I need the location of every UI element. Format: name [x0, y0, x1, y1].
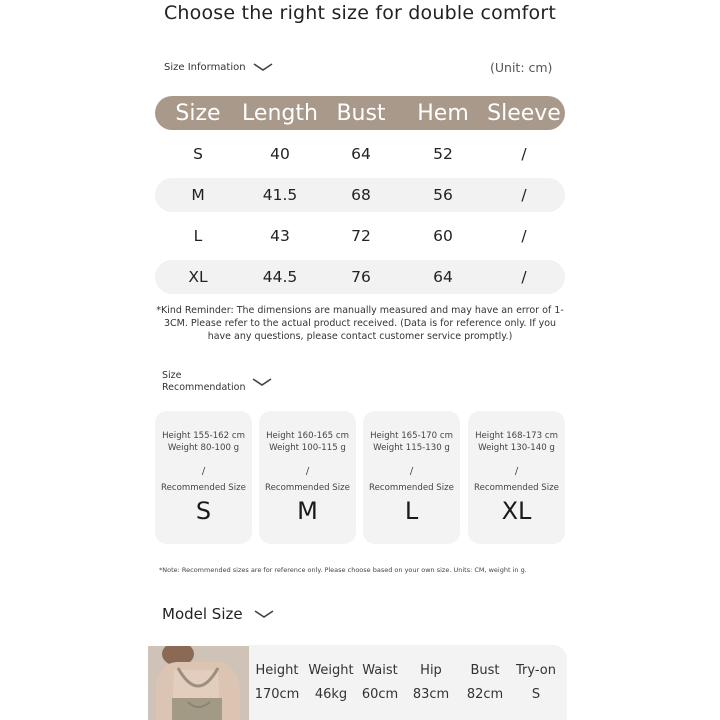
- card-slash: /: [201, 466, 206, 477]
- cell-sleeve: /: [521, 186, 527, 204]
- card-weight: Weight 130-140 g: [478, 443, 555, 453]
- col-sleeve: Sleeve: [487, 100, 561, 126]
- model-photo: [148, 646, 249, 720]
- card-slash: /: [409, 466, 414, 477]
- table-row: [155, 178, 565, 212]
- col-length: Length: [242, 100, 318, 126]
- model-val-weight: 46kg: [314, 687, 348, 702]
- cell-size: XL: [188, 268, 208, 286]
- card-label: Recommended Size: [369, 483, 454, 493]
- table-row: [155, 260, 565, 294]
- card-size: L: [404, 497, 419, 525]
- cell-bust: 64: [351, 145, 371, 163]
- cell-hem: 64: [433, 268, 453, 286]
- card-height: Height 168-173 cm: [475, 431, 558, 441]
- cell-size: M: [191, 186, 205, 204]
- cell-bust: 72: [351, 227, 371, 245]
- card-slash: /: [514, 466, 519, 477]
- card-weight: Weight 80-100 g: [167, 443, 240, 453]
- cell-size: L: [193, 227, 203, 245]
- recommendation-card: [363, 411, 460, 544]
- model-col-tryon: Try-on: [516, 663, 556, 678]
- recommendation-label-line1: Size: [162, 370, 182, 381]
- recommendation-card: [259, 411, 356, 544]
- recommendation-label-line2: Recommendation: [162, 382, 246, 393]
- size-information-label: Size Information: [164, 61, 246, 73]
- model-val-waist: 60cm: [361, 687, 399, 702]
- page-title: Choose the right size for double comfort: [163, 2, 557, 24]
- model-col-bust: Bust: [470, 663, 500, 678]
- model-val-hip: 83cm: [412, 687, 450, 702]
- model-header-row: [249, 663, 567, 678]
- col-size: Size: [175, 100, 221, 126]
- card-label: Recommended Size: [474, 483, 559, 493]
- col-bust: Bust: [336, 100, 386, 126]
- model-figure-image: [148, 646, 249, 720]
- card-height: Height 155-162 cm: [162, 431, 245, 441]
- kind-reminder: *Kind Reminder: The dimensions are manually measured and may have an error of 1-3CM. Please refer to the actual product received. (Data is for reference only. If you have any questions, please contact customer service promptly.): [156, 305, 564, 342]
- model-size-label: Model Size: [162, 605, 243, 623]
- card-height: Height 160-165 cm: [266, 431, 349, 441]
- cell-hem: 56: [433, 186, 453, 204]
- size-table-header: [155, 96, 565, 130]
- chevron-down-icon: [251, 376, 273, 388]
- recommendation-card: [155, 411, 252, 544]
- cell-sleeve: /: [521, 268, 527, 286]
- recommendation-note: *Note: Recommended sizes are for reference only. Please choose based on your own size. Units: CM, weight in g.: [159, 566, 527, 574]
- model-size-heading: [162, 605, 275, 623]
- chevron-down-icon: [252, 61, 274, 73]
- size-information-heading: [164, 61, 274, 73]
- model-val-bust: 82cm: [466, 687, 504, 702]
- card-label: Recommended Size: [161, 483, 246, 493]
- cell-hem: 60: [433, 227, 453, 245]
- card-height: Height 165-170 cm: [370, 431, 453, 441]
- cell-length: 43: [270, 227, 290, 245]
- model-val-tryon: S: [531, 687, 541, 702]
- cell-sleeve: /: [521, 227, 527, 245]
- col-hem: Hem: [417, 100, 469, 126]
- card-slash: /: [305, 466, 310, 477]
- model-col-height: Height: [255, 663, 299, 678]
- card-size: M: [297, 497, 318, 525]
- model-col-hip: Hip: [420, 663, 442, 678]
- chevron-down-icon: [253, 608, 275, 620]
- cell-size: S: [193, 145, 203, 163]
- cell-sleeve: /: [521, 145, 527, 163]
- model-val-height: 170cm: [254, 687, 300, 702]
- table-row: [155, 137, 565, 171]
- recommendation-card: [468, 411, 565, 544]
- table-row: [155, 219, 565, 253]
- card-weight: Weight 115-130 g: [373, 443, 450, 453]
- model-size-table: [249, 645, 567, 720]
- cell-hem: 52: [433, 145, 453, 163]
- unit-label: (Unit: cm): [490, 60, 553, 75]
- model-col-weight: Weight: [308, 663, 354, 678]
- model-value-row: [249, 687, 567, 702]
- cell-bust: 76: [351, 268, 371, 286]
- card-label: Recommended Size: [265, 483, 350, 493]
- card-weight: Weight 100-115 g: [269, 443, 346, 453]
- size-recommendation-heading: [162, 370, 273, 394]
- cell-length: 40: [270, 145, 290, 163]
- cell-bust: 68: [351, 186, 371, 204]
- cell-length: 41.5: [262, 186, 298, 204]
- model-col-waist: Waist: [362, 663, 398, 678]
- card-size: XL: [501, 497, 532, 525]
- card-size: S: [195, 497, 212, 525]
- cell-length: 44.5: [262, 268, 298, 286]
